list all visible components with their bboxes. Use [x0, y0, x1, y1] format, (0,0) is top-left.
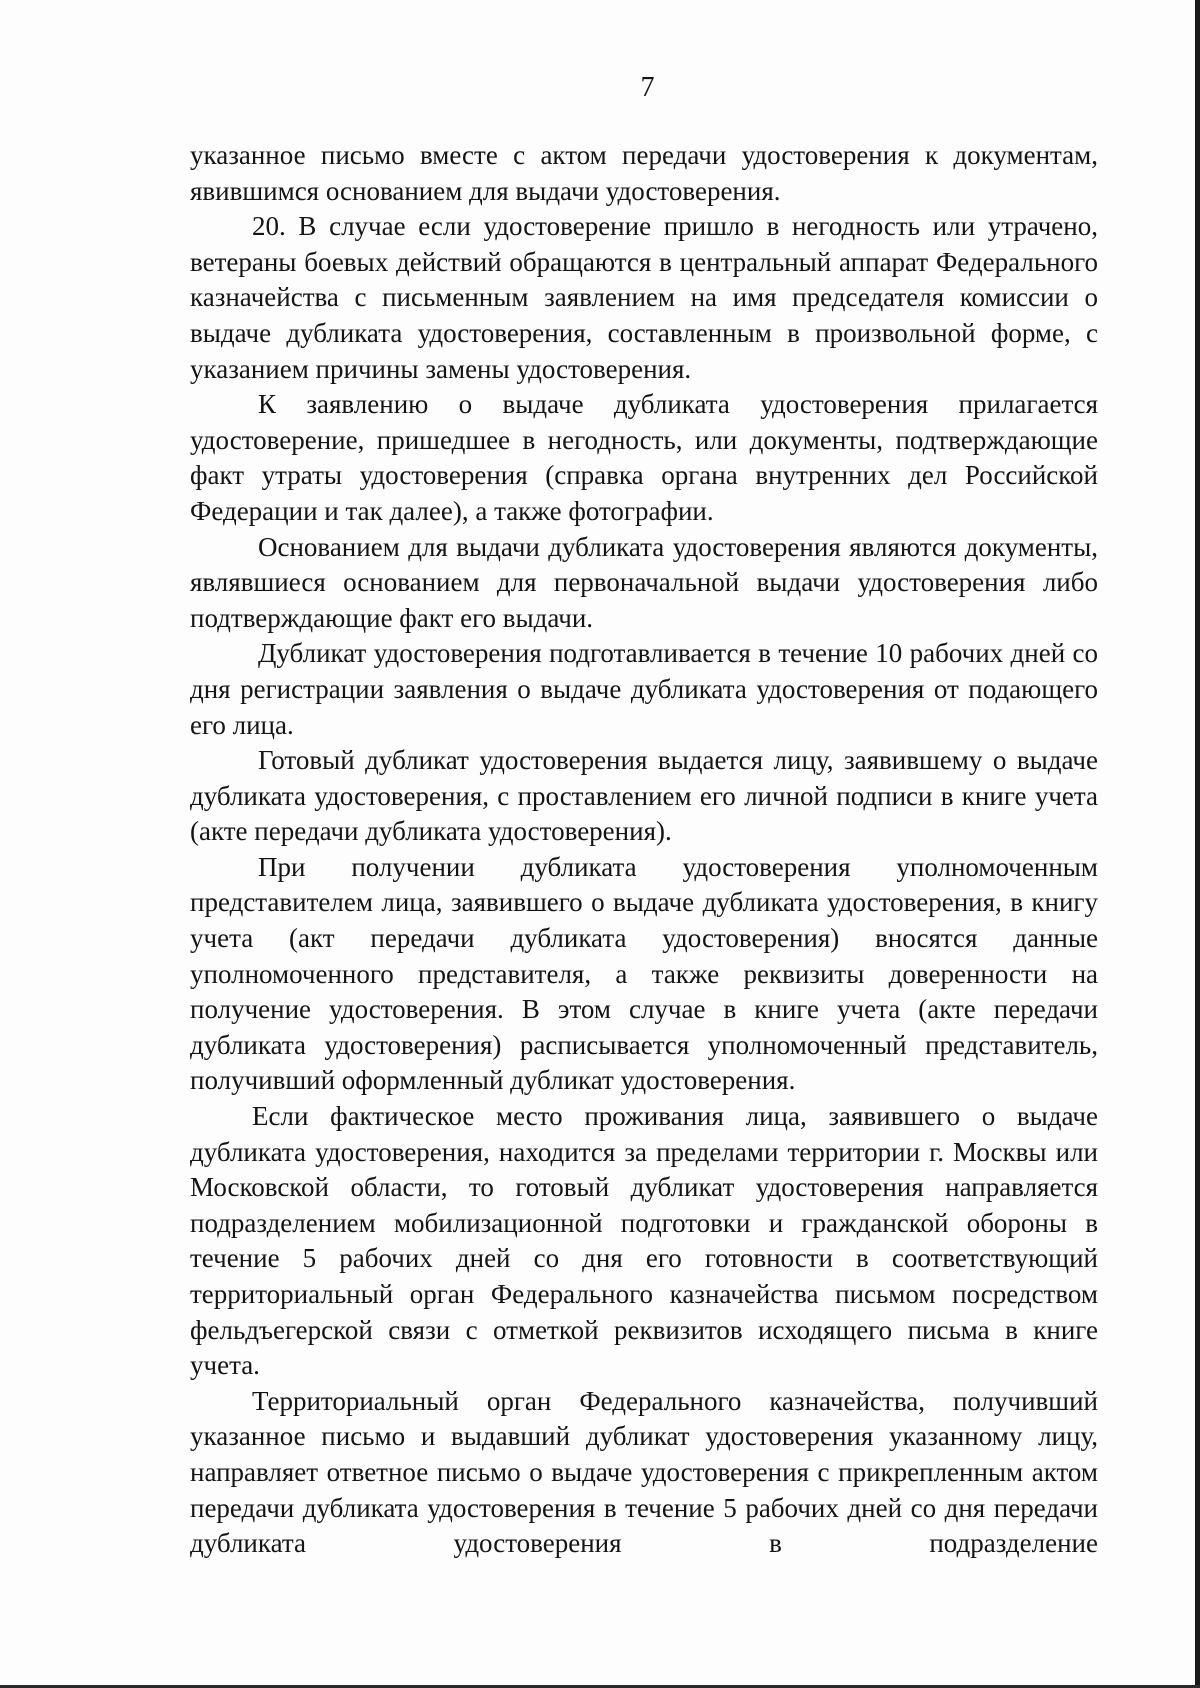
paragraph-continuation: указанное письмо вместе с актом передачи удостоверения к документам, явившимся основанием для выдачи удостоверения. — [190, 140, 1098, 206]
paragraph-item-20: 20. В случае если удостоверение пришло в негодность или утрачено, ветераны боевых действий обращаются в центральный аппарат Федерального казначейства с письменным заявлением на имя председателя комиссии о выдаче дубликата удостоверения, составленным в произвольной форме, с указанием причины замены удостоверения. — [190, 211, 1098, 384]
page-number: 7 — [640, 72, 655, 103]
paragraph-outside-moscow: Если фактическое место проживания лица, заявившего о выдаче дубликата удостоверения, находится за пределами территории г. Москвы или Московской области, то готовый дубликат удостоверения направляется подразделением мобилизационной подготовки и гражданской обороны в течение 5 рабочих дней со дня его готовности в соответствующий территориальный орган Федерального казначейства письмом посредством фельдъегерской связи с отметкой реквизитов исходящего письма в книге учета. — [190, 1101, 1098, 1381]
paragraph-territorial-body: Территориальный орган Федерального казначейства, получивший указанное письмо и выдавший дубликат удостоверения указанному лицу, направляет ответное письмо о выдаче удостоверения с прикрепленным актом передачи дубликата удостоверения в течение 5 рабочих дней со дня передачи дубликата удостоверения в подразделение — [190, 1385, 1098, 1559]
document-body — [190, 138, 1098, 1562]
scan-edge-right — [1195, 0, 1200, 1688]
paragraph-duplicate-application: К заявлению о выдаче дубликата удостоверения прилагается удостоверение, пришедшее в негодность, или документы, подтверждающие факт утраты удостоверения (справка органа внутренних дел Российской Федерации и так далее), а также фотографии. — [190, 389, 1098, 526]
paragraph-duplicate-grounds: Основанием для выдачи дубликата удостоверения являются документы, являвшиеся основанием для первоначальной выдачи удостоверения либо подтверждающие факт его выдачи. — [190, 531, 1098, 633]
paragraph-duplicate-preparation: Дубликат удостоверения подготавливается в течение 10 рабочих дней со дня регистрации заявления о выдаче дубликата удостоверения от подающего его лица. — [190, 638, 1098, 740]
paragraph-authorized-representative: При получении дубликата удостоверения уполномоченным представителем лица, заявившего о выдаче дубликата удостоверения, в книгу учета (акт передачи дубликата удостоверения) вносятся данные уполномоченного представителя, а также реквизиты доверенности на получение удостоверения. В этом случае в книге учета (акте передачи дубликата удостоверения) расписывается уполномоченный представитель, получивший оформленный дубликат удостоверения. — [190, 851, 1098, 1096]
paragraph-duplicate-issuance: Готовый дубликат удостоверения выдается лицу, заявившему о выдаче дубликата удостоверения, с проставлением его личной подписи в книге учета (акте передачи дубликата удостоверения). — [190, 745, 1098, 847]
